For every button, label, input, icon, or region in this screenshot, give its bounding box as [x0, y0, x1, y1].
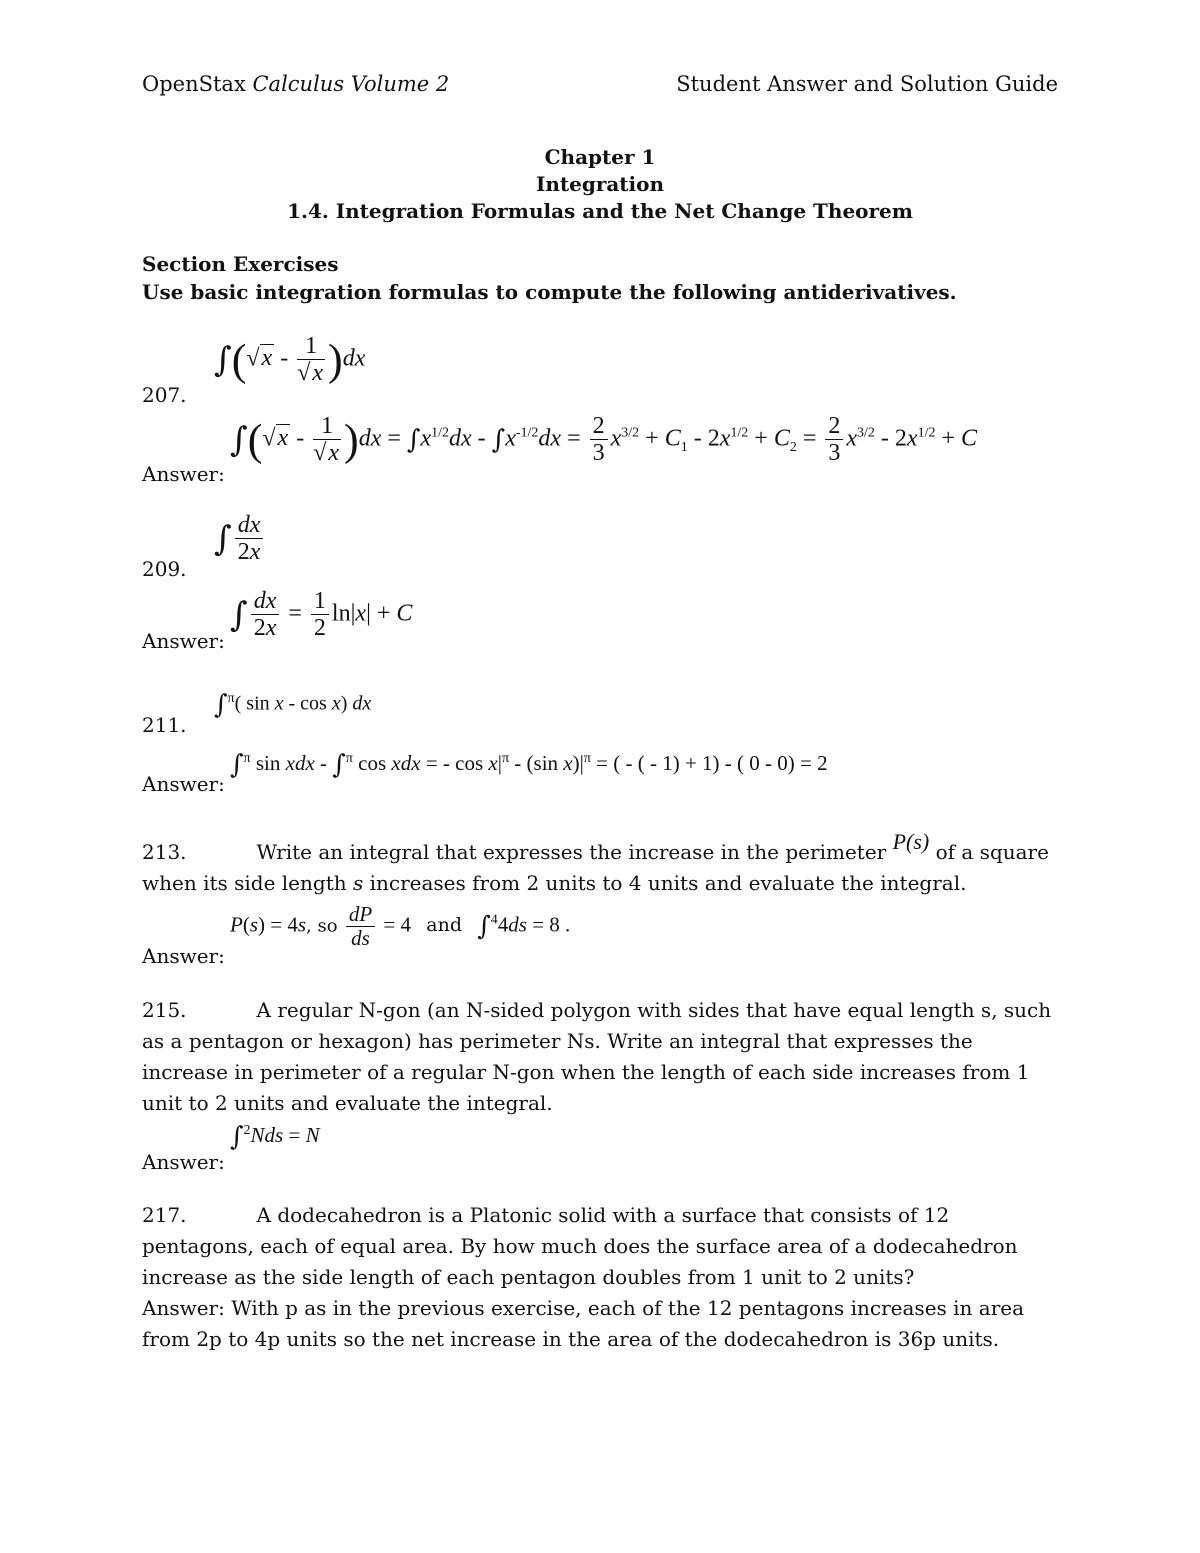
- exercise-215-body: A regular N-gon (an N-sided polygon with sides that have equal length s, such as a pentagon or hexagon) has perimeter Ns. Write an integral that expresses the increase in perimeter of a regular N-gon when the length of each side increases from 1 unit to 2 units and evaluate the integral.: [142, 998, 1052, 1115]
- exercise-number-217: 217.: [142, 1203, 187, 1227]
- exercise-207-integral: ∫(√x - $\frac{1}{√x}$ )dx: [214, 333, 366, 387]
- header-left: [142, 72, 449, 96]
- answer-label-207: Answer:: [142, 462, 225, 486]
- exercise-number-213: 213.: [142, 840, 187, 864]
- header-right: Student Answer and Solution Guide: [676, 72, 1058, 96]
- answer-207-math: ∫(√x - $\frac{1}{√x}$ )$dx = \int x^{1/2}dx - \int x^{-1/2}dx$ = $\frac{2}{3}$ $x^{3/2} + C_1 - 2x^{1/2} + C_2$ = $\frac{2}{3}$ $x^{3/2} - 2x^{1/2} + C$: [230, 413, 978, 467]
- answer-label-211: Answer:: [142, 772, 225, 796]
- exercise-213-text: 213. Write an integral that expresses the increase in the perimeter P(s) of a square when its side length s increases from 2 units to 4 units and evaluate the integral.: [142, 829, 1049, 895]
- exercise-213-text-a: Write an integral that expresses the increase in the perimeter: [256, 840, 887, 864]
- chapter-topic: Integration: [535, 172, 665, 196]
- answer-211-math: ∫$^\pi$ sin xdx - ∫$^\pi$ cos xdx = - $\cos x|^\pi - (\sin$ $x)|^\pi$ = ( - ( - 1) + 1) - ( 0 - 0) = 2: [230, 750, 828, 780]
- perimeter-symbol: P(s): [892, 829, 930, 854]
- section-title: 1.4. Integration Formulas and the Net Change Theorem: [287, 199, 913, 223]
- header-book-title: Calculus Volume 2: [252, 72, 450, 96]
- chapter-title: Chapter 1: [544, 145, 656, 169]
- answer-215-math: ∫$^2$Nds = N: [230, 1122, 320, 1152]
- exercise-213-text-b: of a square when its side length: [142, 840, 1049, 895]
- exercise-209-integral: ∫ $\frac{dx}{2x}$: [214, 512, 266, 566]
- answer-label-215: Answer:: [142, 1150, 225, 1174]
- section-heading: Section Exercises: [142, 252, 339, 276]
- instruction: Use basic integration formulas to compute the following antiderivatives.: [142, 280, 957, 304]
- exercise-217-body: A dodecahedron is a Platonic solid with a surface that consists of 12 pentagons, each of equal area. By how much does the surface area of a dodecahedron increase as the side length of each pentagon doubles from 1 unit to 2 units?: [142, 1203, 1018, 1289]
- exercise-number-207: 207.: [142, 383, 187, 407]
- header-publisher: OpenStax: [142, 72, 253, 96]
- exercise-number-209: 209.: [142, 557, 187, 581]
- exercise-number-215: 215.: [142, 998, 187, 1022]
- exercise-number-211: 211.: [142, 713, 187, 737]
- answer-213-so: , so: [306, 915, 338, 937]
- answer-213-and: and: [426, 914, 462, 937]
- answer-209-math: ∫ $\frac{dx}{2x}$ = $\frac{1}{2}$ ln|x| + C: [230, 588, 413, 642]
- answer-label-209: Answer:: [142, 629, 225, 653]
- answer-label-213: Answer:: [142, 944, 225, 968]
- exercise-217-text: [142, 1200, 1062, 1293]
- answer-213-math: P(s) = 4s, so $\frac{dP}{ds}$ = 4 and ∫$^4$4ds = 8 .: [230, 902, 571, 951]
- exercise-215-text: [142, 995, 1062, 1119]
- answer-217-text: Answer: With p as in the previous exercise, each of the 12 pentagons increases in area from 2p to 4p units so the net increase in the area of the dodecahedron is 36p units.: [142, 1296, 1025, 1351]
- exercise-213-text-c: increases from 2 units to 4 units and evaluate the integral.: [369, 871, 967, 895]
- exercise-211-integral: ∫$^\pi$( sin x - cos x) dx: [214, 690, 372, 720]
